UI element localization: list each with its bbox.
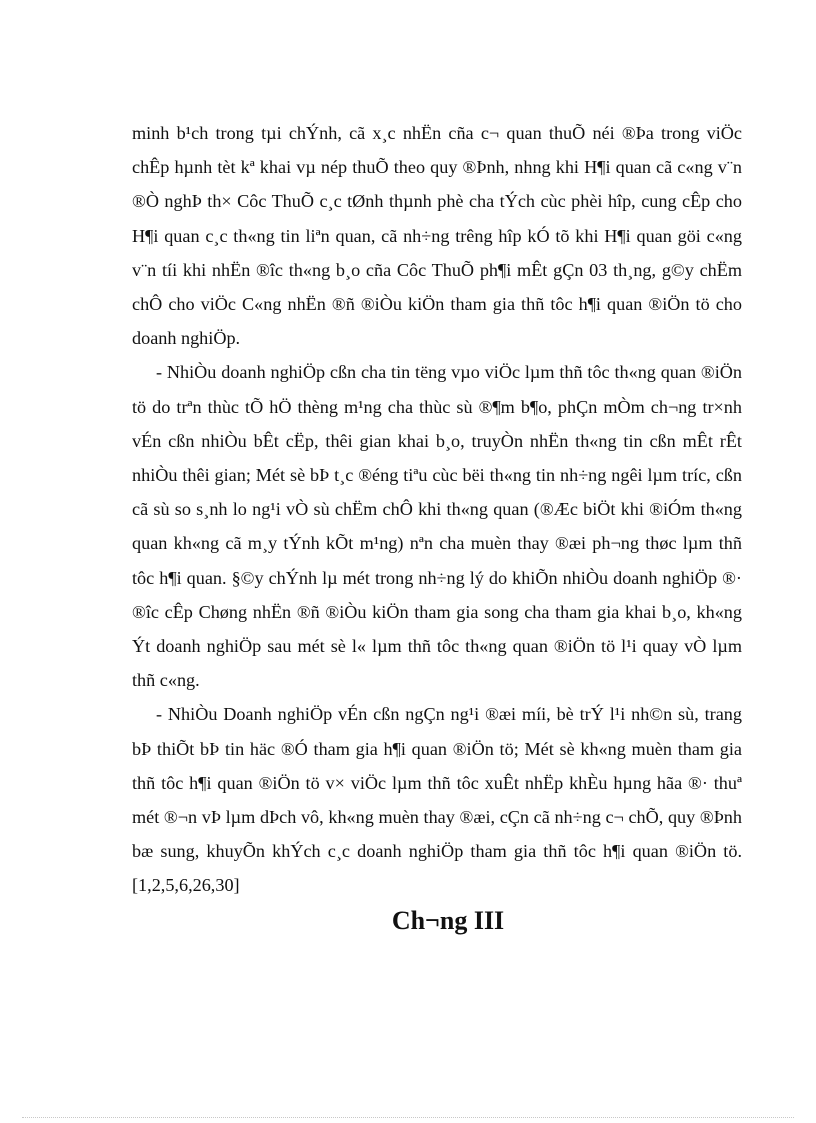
paragraph-3: - NhiÒu Doanh nghiÖp vÉn cßn ngÇn ng¹i ®æi míi, bè trÝ l¹i nh©n sù, trang bÞ thiÕt bÞ tin häc ®Ó tham gia h¶i quan ®iÖn tö; Mét sè kh«ng muèn tham gia thñ tôc h¶i quan ®iÖn tö v× viÖc lµm thñ tôc xuÊt nhËp khÈu hµng hãa ®· thuª mét ®¬n vÞ lµm dÞch vô, kh«ng muèn thay ®æi, cÇn cã nh÷ng c¬ chÕ, quy ®Þnh bæ sung, khuyÕn khÝch c¸c doanh nghiÖp tham gia thñ tôc h¶i quan ®iÖn tö. [1,2,5,6,26,30] [132,704,742,896]
paragraph-1: minh b¹ch trong tµi chÝnh, cã x¸c nhËn cña c¬ quan thuÕ néi ®Þa trong viÖc chÊp hµnh tèt kª khai vµ nép thuÕ theo quy ®Þnh, nhng khi H¶i quan cã c«ng v¨n ®Ò nghÞ th× Côc ThuÕ c¸c tØnh thµnh phè cha tÝch cùc phèi hîp, cung cÊp cho H¶i quan c¸c th«ng tin liªn quan, cã nh÷ng trêng hîp kÓ tõ khi H¶i quan göi c«ng v¨n tíi khi nhËn ®îc th«ng b¸o cña Côc ThuÕ ph¶i mÊt gÇn 03 th¸ng, g©y chËm chÔ cho viÖc C«ng nhËn ®ñ ®iÒu kiÖn tham gia thñ tôc h¶i quan ®iÖn tö cho doanh nghiÖp. [132,123,742,349]
chapter-heading: Ch¬ng III [391,906,505,935]
paragraph-2: - NhiÒu doanh nghiÖp cßn cha tin tëng vµo viÖc lµm thñ tôc th«ng quan ®iÖn tö do trªn thùc tÕ hÖ thèng m¹ng cha thùc sù ®¶m b¶o, phÇn mÒm ch¬ng tr×nh vÉn cßn nhiÒu bÊt cËp, thêi gian khai b¸o, truyÒn nhËn th«ng tin cßn mÊt rÊt nhiÒu thêi gian; Mét sè bÞ t¸c ®éng tiªu cùc bëi th«ng tin nh÷ng ngêi lµm tríc, cßn cã sù so s¸nh lo ng¹i vÒ sù chËm chÔ khi th«ng quan (®Æc biÖt khi ®iÓm th«ng quan kh«ng cã m¸y tÝnh kÕt m¹ng) nªn cha muèn thay ®æi ph¬ng thøc lµm thñ tôc h¶i quan. §©y chÝnh lµ mét trong nh÷ng lý do khiÕn nhiÒu doanh nghiÖp ®· ®îc cÊp Chøng nhËn ®ñ ®iÒu kiÖn tham gia song cha tham gia khai b¸o, kh«ng Ýt doanh nghiÖp sau mét sè l« lµm thñ tôc th«ng quan ®iÖn tö l¹i quay vÒ lµm thñ c«ng. [132,362,742,691]
page-bottom-divider [22,1117,794,1118]
body-text [132,116,742,903]
